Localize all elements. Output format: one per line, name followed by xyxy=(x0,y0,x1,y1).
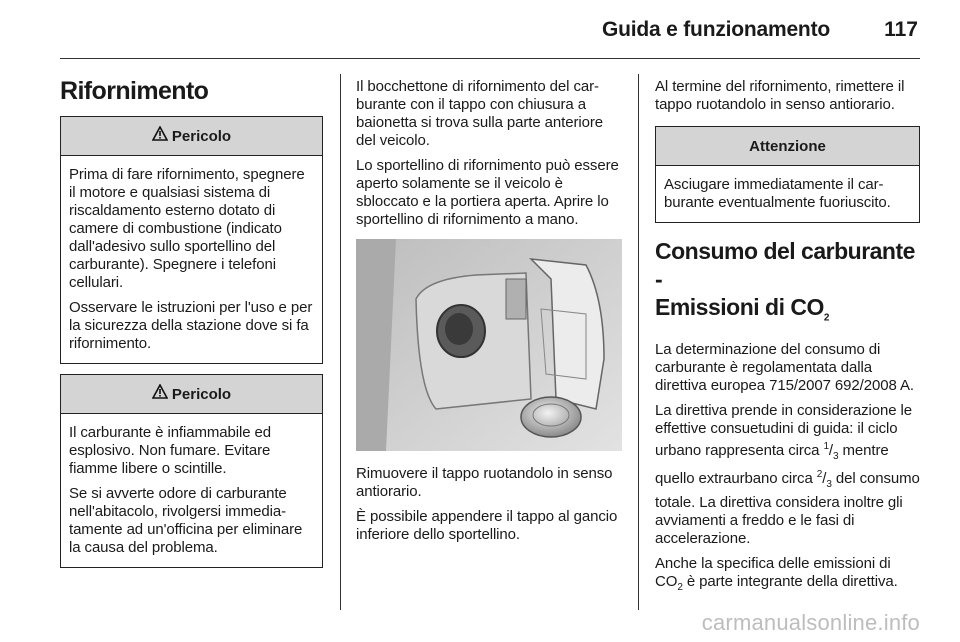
paragraph: Il bocchettone di rifornimento del carburante con il tappo con chiusura a baionetta si trova sulla parte anteriore del veicolo. xyxy=(356,78,603,149)
notice-box-body xyxy=(656,166,919,222)
notice-text: Asciugare immediatamente il carburante eventualmente fuoriuscito. xyxy=(664,176,891,211)
fraction-denominator: 3 xyxy=(832,450,839,462)
fraction-numerator: 1 xyxy=(823,440,829,452)
section-heading xyxy=(655,237,920,333)
watermark: carmanualsonline.info xyxy=(701,610,920,635)
column-divider xyxy=(340,74,341,610)
text-run: del consumo totale. La direttiva considera inoltre gli avviamenti a freddo e le fasi di accelerazione. xyxy=(655,469,920,547)
danger-label: Pericolo xyxy=(171,385,232,403)
notice-label: Attenzione xyxy=(749,137,826,155)
column-3 xyxy=(655,72,920,604)
danger-text: Prima di fare rifornimento, spegnere il motore e qualsiasi sistema di riscaldamento esterno dotato di camere di combustione (indicato dall'adesivo sullo sportellino del carburante). Spegnere i telefoni cellulari. xyxy=(69,166,305,291)
header-rule xyxy=(60,58,920,59)
paragraph xyxy=(655,555,920,597)
paragraph: È possibile appendere il tappo al gancio inferiore dello sportellino. xyxy=(356,508,618,543)
danger-box-body xyxy=(61,414,322,567)
notice-box xyxy=(655,126,920,223)
text-run: è parte integrante della direttiva. xyxy=(682,572,898,590)
notice-box-header xyxy=(656,127,919,166)
warning-triangle-icon xyxy=(152,384,168,404)
section-title: Rifornimento xyxy=(60,77,209,105)
text-run: La direttiva prende in considerazione le effettive consuetudini di guida: il ciclo urbano rappresenta circa xyxy=(655,401,912,459)
heading-subscript: 2 xyxy=(823,312,829,324)
warning-triangle-icon xyxy=(152,126,168,146)
paragraph: Rimuovere il tappo ruotandolo in senso antiorario. xyxy=(356,465,613,500)
fraction-denominator: 3 xyxy=(826,478,832,490)
chapter-title: Guida e funzionamento xyxy=(602,18,830,41)
fraction-numerator: 2 xyxy=(816,468,823,480)
paragraph: Al termine del rifornimento, rimettere il tappo ruotandolo in senso antiorario. xyxy=(655,78,905,113)
heading-line-1: Consumo del carburante - xyxy=(655,238,915,292)
heading-line-2: Emissioni di CO xyxy=(655,294,824,320)
text-run: Anche la specifica delle emissioni di CO xyxy=(655,554,891,590)
column-1 xyxy=(60,72,323,578)
danger-box-header xyxy=(61,117,322,156)
paragraph: Lo sportellino di rifornimento può essere aperto solamente se il veicolo è sbloccato e la portiera aperta. Aprire lo sportellino di rifornimento a mano. xyxy=(356,157,619,228)
paragraph: La determinazione del consumo di carburante è regolamentata dalla direttiva europea 715/2007 692/2008 A. xyxy=(655,340,914,394)
danger-label: Pericolo xyxy=(171,127,232,145)
danger-box xyxy=(60,116,323,364)
page-header xyxy=(0,0,960,62)
column-2 xyxy=(356,72,622,551)
paragraph: La direttiva prende in considerazione le effettive consuetudini di guida: il ciclo urbano rappresenta circa $^1/_3$ mentre quello extraurbano circa $^2/_3$ del consumo totale. La direttiva considera inoltre gli avviamenti a freddo e le fasi di accelerazione. xyxy=(655,401,920,547)
column-divider xyxy=(638,74,639,610)
text-run: mentre quello extraurbano circa xyxy=(655,441,889,487)
danger-box-header xyxy=(61,375,322,414)
danger-box xyxy=(60,374,323,568)
danger-text: Se si avverte odore di carburante nell'abitacolo, rivolgersi immediatamente ad un'officina per eliminare la causa del problema. xyxy=(69,485,303,556)
danger-text: Osservare le istruzioni per l'uso e per la sicurezza della stazione dove si fa rifornimento. xyxy=(69,299,313,352)
danger-box-body xyxy=(61,156,322,363)
page-number: 117 xyxy=(884,18,918,41)
fuel-filler-photo xyxy=(356,239,622,451)
subscript: 2 xyxy=(677,581,683,593)
danger-text: Il carburante è infiammabile ed esplosivo. Non fumare. Evitare fiamme libere o scintille. xyxy=(69,424,272,477)
